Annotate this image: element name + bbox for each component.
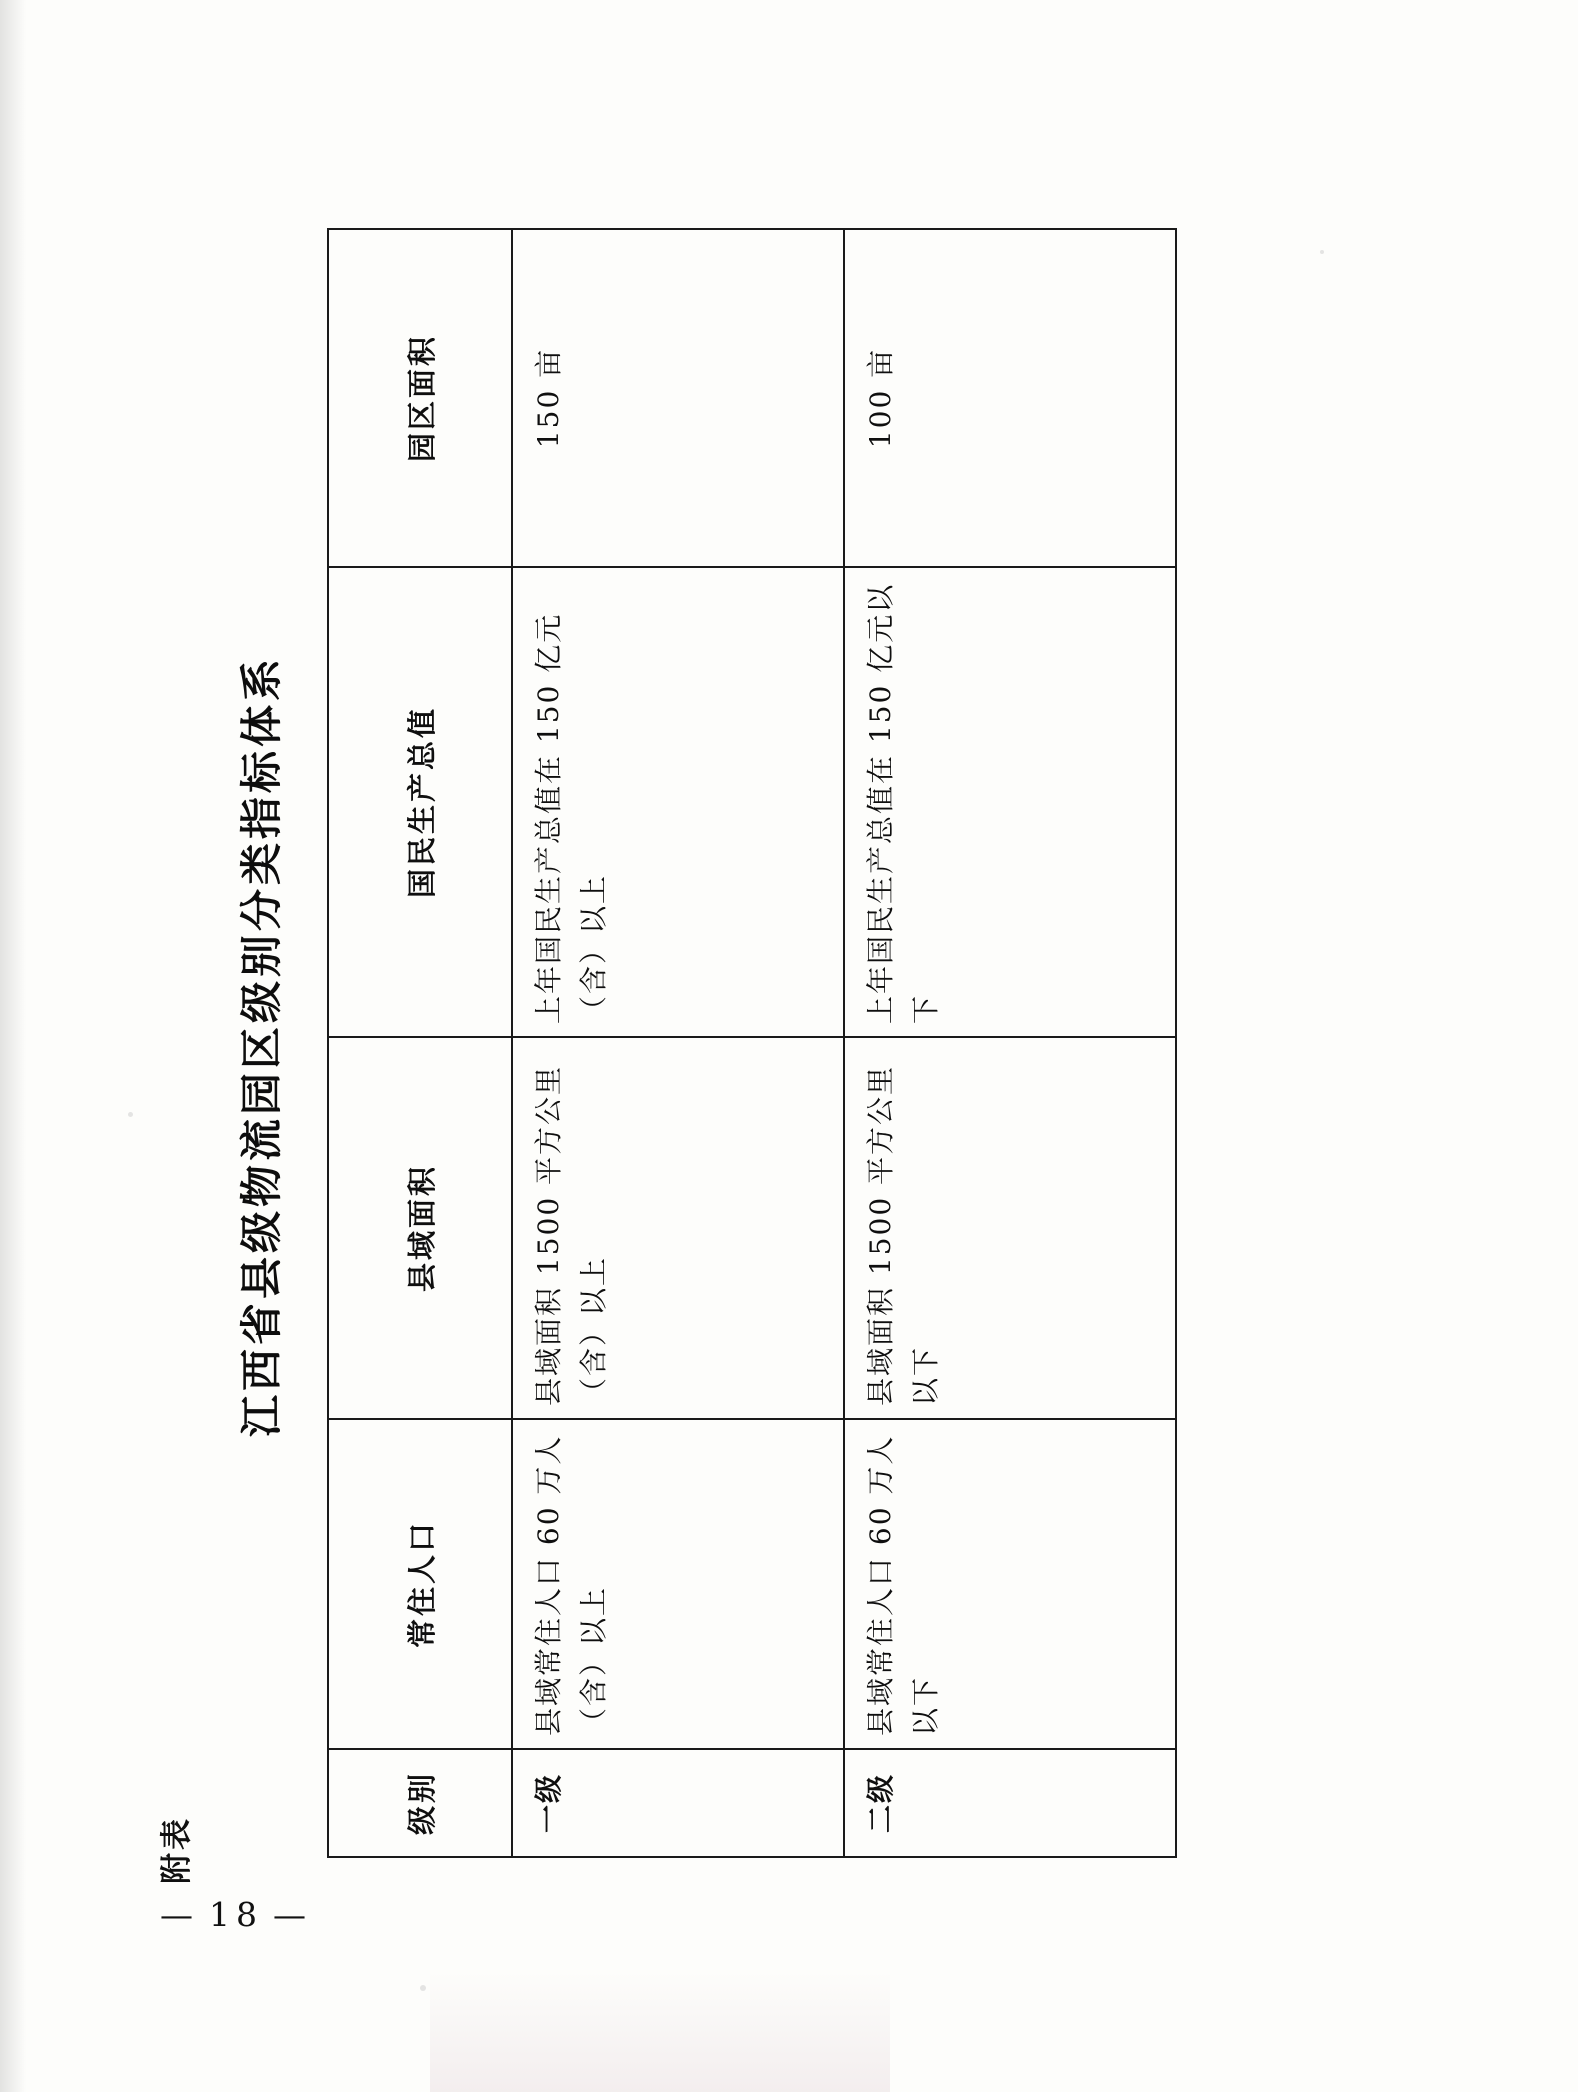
rotated-document-body xyxy=(99,116,1479,1976)
cell-park-area: 150 亩 xyxy=(512,229,844,567)
page-number-suffix: — xyxy=(273,1895,312,1934)
cell-gdp: 上年国民生产总值在 150 亿元以下 xyxy=(844,567,1176,1037)
column-header-gdp: 国民生产总值 xyxy=(328,567,512,1037)
column-header-level: 级别 xyxy=(328,1749,512,1857)
cell-level: 一级 xyxy=(512,1749,844,1857)
indicator-table xyxy=(327,228,1177,1858)
page-title: 江西省县级物流园区级别分类指标体系 xyxy=(237,655,286,1438)
cell-population: 县域常住人口 60 万人以下 xyxy=(844,1419,1176,1749)
scan-edge-shadow xyxy=(0,0,26,2092)
cell-population: 县域常住人口 60 万人（含）以上 xyxy=(512,1419,844,1749)
scan-bottom-tint xyxy=(430,1972,890,2092)
attachment-label: 附表 xyxy=(159,1816,195,1884)
cell-gdp: 上年国民生产总值在 150 亿元（含）以上 xyxy=(512,567,844,1037)
column-header-population: 常住人口 xyxy=(328,1419,512,1749)
cell-level: 二级 xyxy=(844,1749,1176,1857)
page-number xyxy=(150,1895,322,1934)
column-header-land-area: 县域面积 xyxy=(328,1037,512,1419)
cell-land-area: 县域面积 1500 平方公里（含）以上 xyxy=(512,1037,844,1419)
table-row xyxy=(512,229,844,1857)
table-header-row xyxy=(328,229,512,1857)
page-number-value: 18 xyxy=(209,1895,263,1934)
table-row xyxy=(844,229,1176,1857)
indicator-table-wrapper xyxy=(327,230,1177,1858)
column-header-park-area: 园区面积 xyxy=(328,229,512,567)
cell-land-area: 县域面积 1500 平方公里以下 xyxy=(844,1037,1176,1419)
cell-park-area: 100 亩 xyxy=(844,229,1176,567)
page-number-prefix: — xyxy=(160,1895,199,1934)
scan-speck xyxy=(420,1985,426,1991)
